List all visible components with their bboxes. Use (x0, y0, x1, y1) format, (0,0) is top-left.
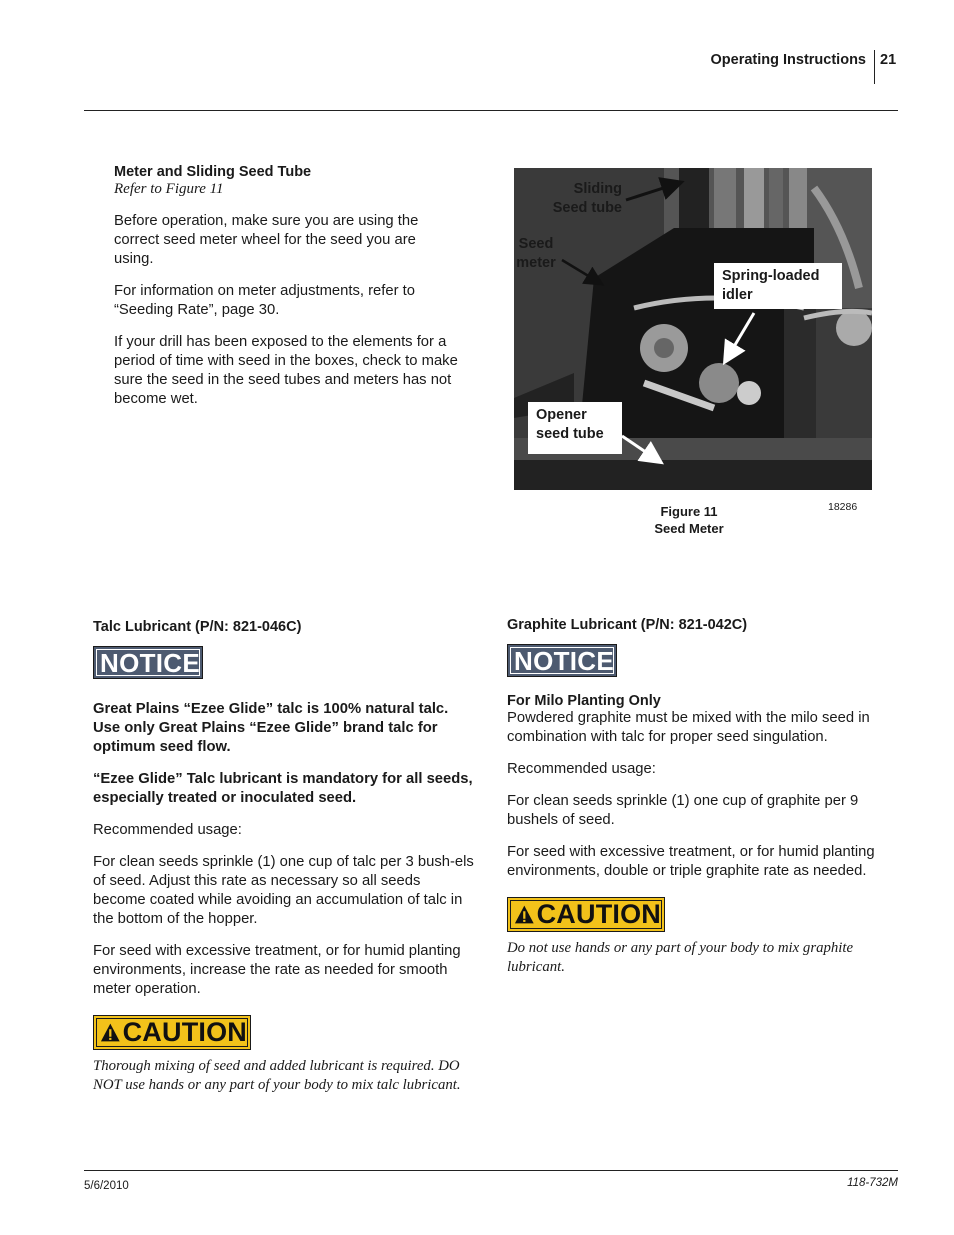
talc-bold-paragraph-2: “Ezee Glide” Talc lubricant is mandatory for all seeds, especially treated or inoculated seed. (93, 771, 473, 806)
graphite-paragraph-2: For clean seeds sprinkle (1) one cup of graphite per 9 bushels of seed. (507, 793, 859, 828)
meter-paragraph-1: Before operation, make sure you are using the correct seed meter wheel for the seed you are using. (114, 213, 419, 267)
graphite-section (507, 617, 892, 977)
label-idler-line1: Spring-loaded (722, 268, 820, 284)
notice-label: NOTICE (510, 647, 614, 674)
graphite-notice-badge (507, 644, 617, 677)
label-opener-line2: seed tube (536, 426, 604, 442)
label-meter-line1: Seed (518, 236, 554, 252)
caution-label: CAUTION (122, 1017, 247, 1047)
header-rule (84, 110, 898, 111)
figure-image-number: 18286 (828, 501, 858, 513)
figure-number: Figure 11 (660, 504, 718, 519)
label-sliding-line1: Sliding (573, 181, 622, 197)
label-idler-line2: idler (722, 287, 753, 303)
page-number: 21 (880, 52, 897, 68)
graphite-caution-text: Do not use hands or any part of your body to mix graphite lubricant. (507, 940, 854, 975)
meter-section (114, 164, 459, 422)
header-divider (874, 50, 875, 84)
talc-caution-text: Thorough mixing of seed and added lubricant is required. DO NOT use hands or any part of your body to mix talc lubricant. (93, 1058, 461, 1093)
meter-paragraph-2: For information on meter adjustments, refer to “Seeding Rate”, page 30. (114, 283, 415, 318)
notice-label: NOTICE (96, 649, 200, 676)
callout-arrows (514, 168, 872, 490)
warning-triangle-icon (100, 1022, 121, 1044)
label-meter-line2: meter (516, 255, 556, 271)
meter-heading: Meter and Sliding Seed Tube (114, 164, 312, 180)
label-sliding-line2: Seed tube (552, 200, 622, 216)
talc-section (93, 619, 475, 1095)
talc-paragraph-2: For clean seeds sprinkle (1) one cup of talc per 3 bush-els of seed. Adjust this rate as necessary so all seeds become coated while avoiding an accumulation of talc in the bottom of the hopper. (93, 854, 474, 927)
talc-heading: Talc Lubricant (P/N: 821-046C) (93, 619, 302, 635)
header-section-title: Operating Instructions (710, 52, 866, 68)
graphite-paragraph-0: Powdered graphite must be mixed with the milo seed in combination with talc for proper seed singulation. (507, 710, 870, 745)
caution-label: CAUTION (536, 899, 661, 929)
figure-title: Seed Meter (654, 521, 724, 536)
label-opener-line1: Opener (536, 407, 587, 423)
footer-date: 5/6/2010 (84, 1180, 129, 1192)
caution-label-row (96, 1018, 248, 1047)
warning-triangle-icon (514, 904, 535, 926)
graphite-paragraph-3: For seed with excessive treatment, or for humid planting environments, double or triple graphite rate as needed. (507, 844, 875, 879)
graphite-paragraph-1: Recommended usage: (507, 761, 656, 777)
footer-doc-number: 118-732M (847, 1177, 898, 1189)
figure-reference: Refer to Figure 11 (114, 181, 224, 197)
graphite-heading: Graphite Lubricant (P/N: 821-042C) (507, 617, 748, 633)
talc-caution-badge (93, 1015, 251, 1050)
talc-paragraph-1: Recommended usage: (93, 822, 242, 838)
talc-bold-paragraph-1: Great Plains “Ezee Glide” talc is 100% natural talc. Use only Great Plains “Ezee Glide” brand talc for optimum seed flow. (93, 701, 449, 755)
graphite-caution-badge (507, 897, 665, 932)
talc-paragraph-3: For seed with excessive treatment, or for humid planting environments, increase the rate as needed for smooth meter operation. (93, 943, 461, 997)
caution-label-row (510, 900, 662, 929)
footer-rule (84, 1170, 898, 1171)
talc-notice-badge (93, 646, 203, 679)
milo-subheading: For Milo Planting Only (507, 693, 661, 709)
meter-paragraph-3: If your drill has been exposed to the elements for a period of time with seed in the boxes, check to make sure the seed in the seed tubes and meters has not become wet. (114, 334, 458, 407)
figure-caption (630, 503, 748, 537)
